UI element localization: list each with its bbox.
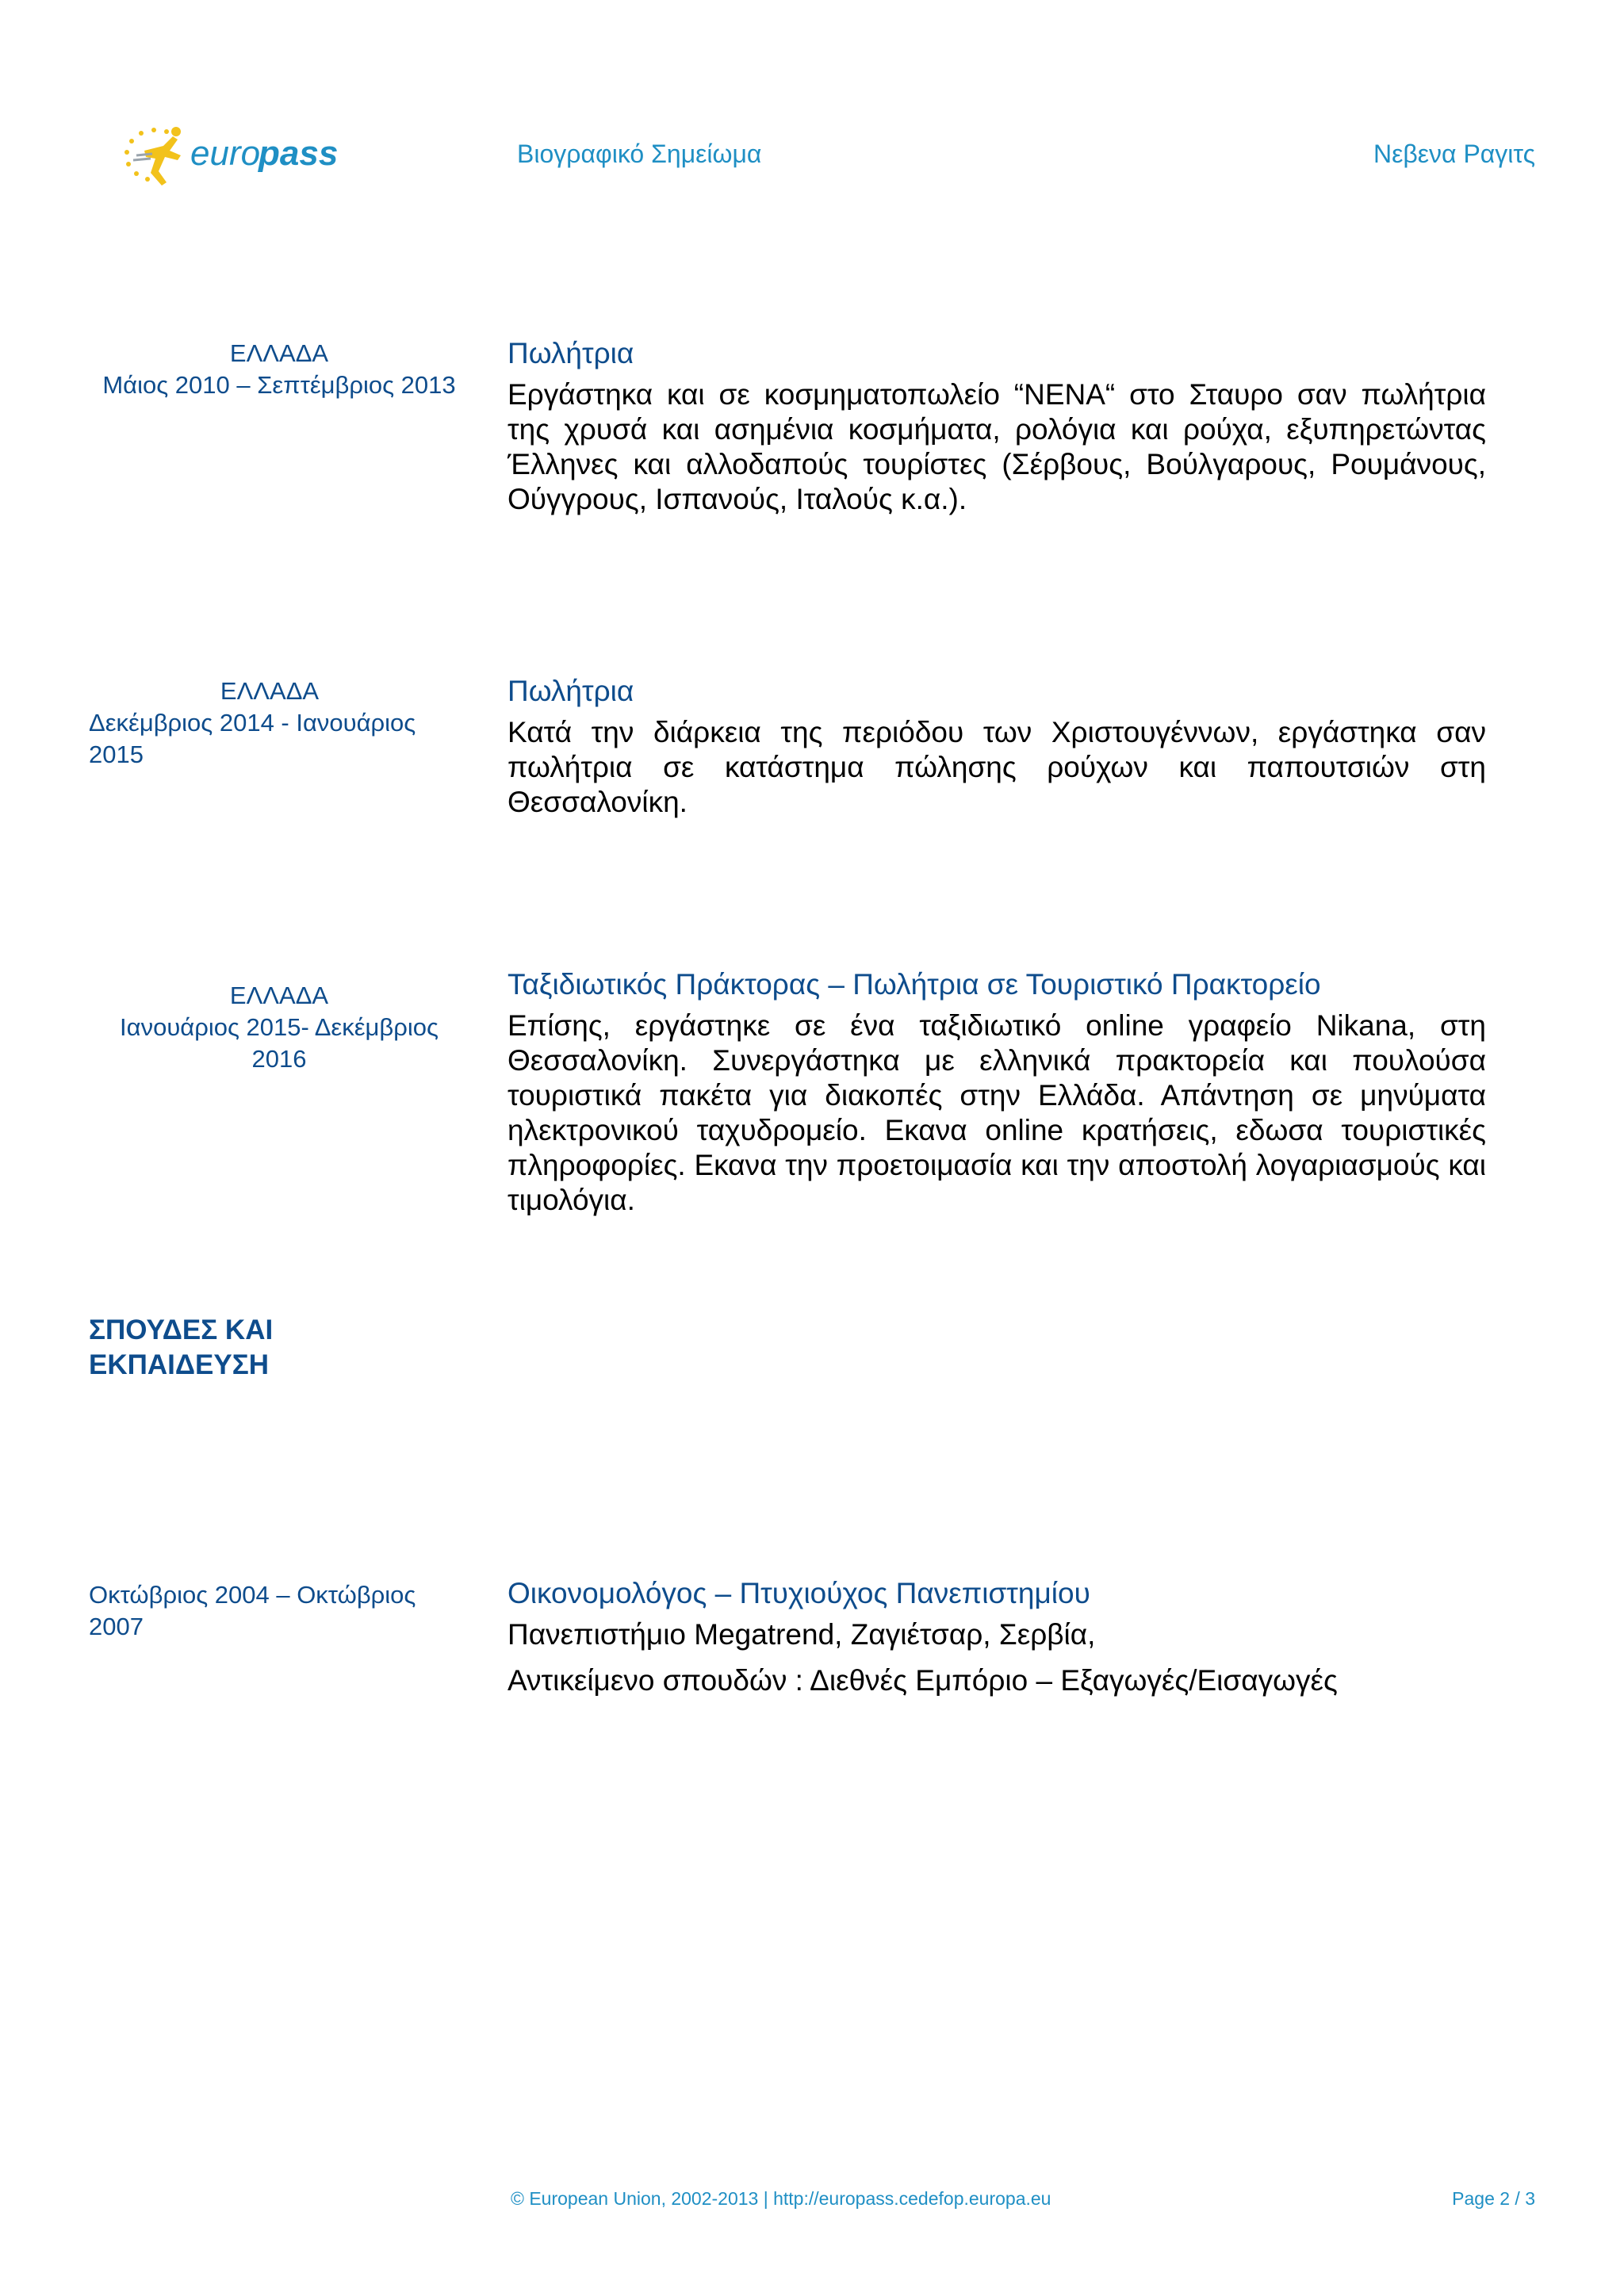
section-heading-line: ΕΚΠΑΙΔΕΥΣΗ [89,1349,270,1380]
page-header [0,111,1624,198]
subject-line: Αντικείμενο σπουδών : Διεθνές Εμπόριο – Εξαγωγές/Εισαγωγές [508,1664,1338,1697]
entry-dates-cont: 2015 [89,740,144,768]
entry-country: ΕΛΛΑΔΑ [229,982,329,1009]
page-footer [0,2188,1624,2220]
entry-dates: Οκτώβριος 2004 – Οκτώβριος [89,1581,416,1609]
entry-dates-cont: 2016 [251,1045,307,1073]
job-description: Επίσης, εργάστηκε σε ένα ταξιδιωτικό online γραφείο Nikana, στη Θεσσαλονίκη. Συνεργάστηκα με ελληνικά πρακτορεία και πουλούσα τουριστικά πακέτα για διακοπές στην Ελλάδα. Απάντηση σε μηνύματα ηλεκτρονικού ταχυδρομείο. Εκανα online κρατήσεις, εδωσα τουριστικές πληροφορίες. Εκανα την προετοιμασία και την αποστολή λογαριασμούς και τιμολόγια. [508,1009,1486,1216]
job-title: Πωλήτρια [508,675,634,707]
entry-dates: Ιανουάριος 2015- Δεκέμβριος [120,1013,439,1041]
entry-meta [89,338,469,401]
job-description: Εργάστηκα και σε κοσμηματοπωλείο “NENA“ στο Σταυρο σαν πωλήτρια της χρυσά και ασημένια κοσμήματα, ρολόγια και ρούχα, εξυπηρετώντας Έλληνες και αλλοδαπούς τουρίστες (Σέρβους, Βούλγαρους, Ρουμάνους, Ούγγρους, Ισπανούς, Ιταλούς κ.α.). [508,378,1486,515]
section-heading-education [89,1313,422,1383]
entry-meta [89,675,469,771]
entry-meta [89,1579,469,1643]
person-name: Νεβενα Ραγιτς [1373,140,1535,168]
running-figure-icon [133,127,181,186]
entry-dates: Μάιος 2010 – Σεπτέμβριος 2013 [102,371,456,399]
entry-dates: Δεκέμβριος 2014 - Ιανουάριος [89,709,416,737]
entry-body [508,335,1486,517]
document-title: Βιογραφικό Σημείωμα [517,140,762,168]
footer-page-number: Page 2 / 3 [1452,2188,1535,2209]
entry-country: ΕΛΛΑΔΑ [220,677,320,705]
qualification-title: Οικονομολόγος – Πτυχιούχος Πανεπιστημίου [508,1577,1090,1609]
europass-logo [117,119,347,190]
job-description: Κατά την διάρκεια της περιόδου των Χριστουγέννων, εργάστηκα σαν πωλήτρια σε κατάστημα πώλησης ρούχων και παπουτσιών στη Θεσσαλονίκη. [508,716,1486,818]
entry-meta [89,980,469,1075]
logo-text-euro: euro [190,134,261,173]
institution-line: Πανεπιστήμιο Megatrend, Ζαγιέτσαρ, Σερβία, [508,1618,1096,1651]
entry-body [508,672,1486,820]
entry-body [508,1575,1486,1698]
logo-text-pass: pass [259,134,339,173]
entry-country: ΕΛΛΑΔΑ [229,339,329,367]
job-title: Πωλήτρια [508,337,634,369]
job-title: Ταξιδιωτικός Πράκτορας – Πωλήτρια σε Τουριστικό Πρακτορείο [508,968,1321,1001]
footer-copyright: © European Union, 2002-2013 | http://europass.cedefop.europa.eu [511,2188,1051,2209]
entry-body [508,966,1486,1218]
entry-dates-cont: 2007 [89,1613,144,1640]
section-heading-line: ΣΠΟΥΔΕΣ ΚΑΙ [89,1314,274,1345]
